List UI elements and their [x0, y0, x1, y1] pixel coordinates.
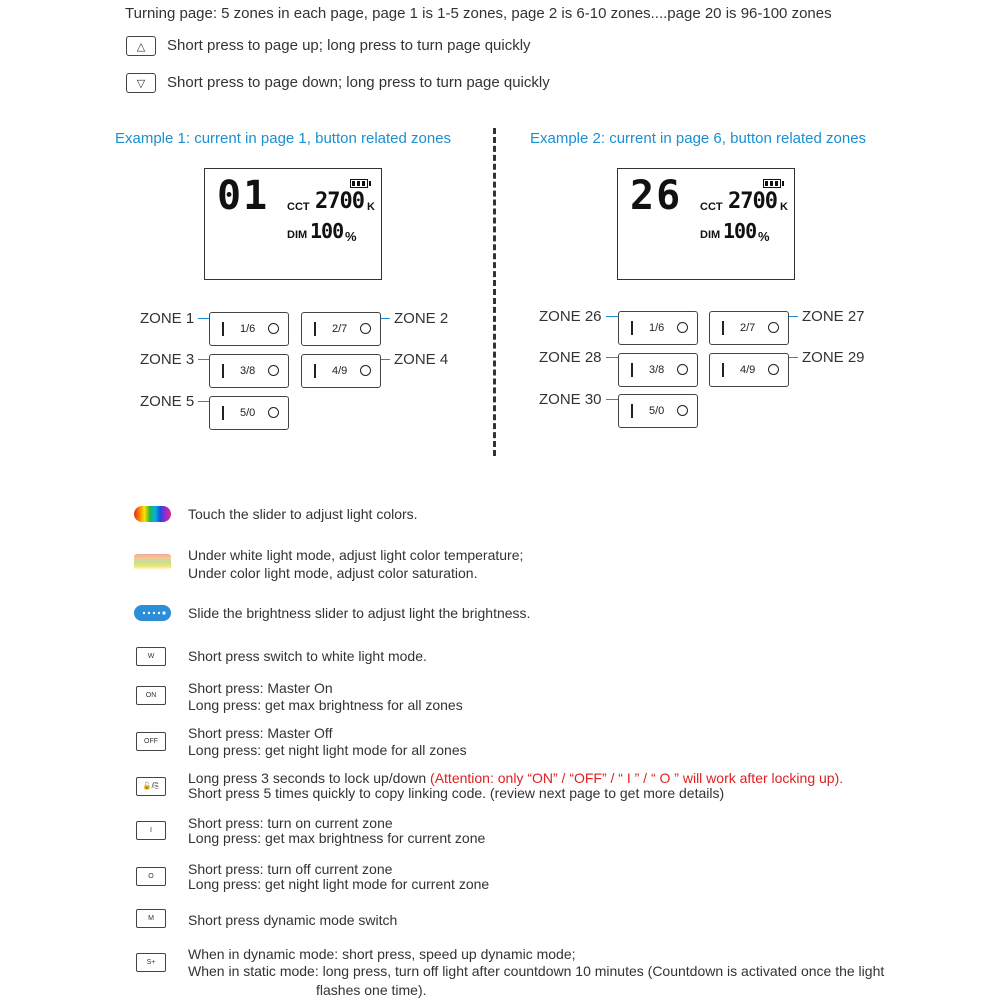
zone-button-label: 1/6 — [240, 323, 256, 335]
speed-timer-key[interactable]: S+ — [136, 953, 166, 972]
off-circle-icon[interactable] — [268, 365, 279, 376]
copy-code-text: Short press 5 times quickly to copy linking code. (review next page to get more details) — [188, 785, 725, 801]
zone-button-label: 1/6 — [649, 322, 665, 334]
example-divider — [493, 128, 496, 456]
lcd-dim-label: DIM — [287, 229, 308, 241]
master-off-key[interactable]: OFF — [136, 732, 166, 751]
zone-button-2-7[interactable] — [709, 311, 789, 345]
page-up-key[interactable] — [126, 36, 156, 56]
example1-title: Example 1: current in page 1, button related zones — [115, 130, 452, 147]
on-bar-icon[interactable] — [631, 363, 633, 377]
master-on-short-text: Short press: Master On — [188, 680, 333, 696]
zone-button-label: 3/8 — [240, 365, 256, 377]
lock-key[interactable] — [136, 777, 166, 796]
off-circle-icon[interactable] — [677, 364, 688, 375]
off-circle-icon[interactable] — [768, 364, 779, 375]
battery-icon — [350, 179, 368, 188]
on-bar-icon[interactable] — [314, 322, 316, 336]
speed-up-text: When in dynamic mode: short press, speed up dynamic mode; — [188, 946, 576, 962]
brightness-slider-text: Slide the brightness slider to adjust light the brightness. — [188, 605, 531, 621]
zone-label: ZONE 29 — [802, 349, 865, 366]
lcd-cct-value: 2700 — [315, 189, 364, 214]
white-mode-text: Short press switch to white light mode. — [188, 648, 427, 664]
lcd-dim-label: DIM — [700, 229, 721, 241]
on-bar-icon[interactable] — [222, 364, 224, 378]
color-slider-icon[interactable] — [134, 506, 171, 522]
off-circle-icon[interactable] — [360, 365, 371, 376]
zone-button-label: 4/9 — [740, 364, 756, 376]
master-off-short-text: Short press: Master Off — [188, 725, 333, 741]
off-circle-icon[interactable] — [360, 323, 371, 334]
zone-button-label: 5/0 — [649, 405, 665, 417]
white-mode-key[interactable]: W — [136, 647, 166, 666]
zone-button-3-8[interactable] — [618, 353, 698, 387]
lcd-dim-unit: % — [345, 229, 357, 244]
zone-button-label: 5/0 — [240, 407, 256, 419]
zone-button-4-9[interactable] — [709, 353, 789, 387]
lcd-cct-label: CCT — [700, 201, 723, 213]
zone-label: ZONE 1 — [140, 310, 195, 327]
lcd-page-number: 26 — [630, 173, 683, 219]
battery-icon — [763, 179, 781, 188]
paging-description: Turning page: 5 zones in each page, page 1 is 1-5 zones, page 2 is 6-10 zones....page 20 is 96-100 zones — [125, 5, 832, 22]
zone-off-short-text: Short press: turn off current zone — [188, 861, 393, 877]
lcd-cct-unit: K — [780, 201, 788, 213]
off-circle-icon[interactable] — [268, 323, 279, 334]
temperature-slider-icon[interactable] — [134, 554, 171, 570]
countdown-text-cont: flashes one time). — [316, 982, 427, 998]
example2-title: Example 2: current in page 6, button related zones — [530, 130, 867, 147]
off-circle-icon[interactable] — [768, 322, 779, 333]
on-bar-icon[interactable] — [222, 406, 224, 420]
zone-button-label: 4/9 — [332, 365, 348, 377]
zone-button-3-8[interactable] — [209, 354, 289, 388]
zone-button-4-9[interactable] — [301, 354, 381, 388]
zone-button-5-0[interactable] — [209, 396, 289, 430]
dynamic-mode-text: Short press dynamic mode switch — [188, 912, 398, 928]
master-on-long-text: Long press: get max brightness for all zones — [188, 697, 463, 713]
zone-on-key[interactable]: I — [136, 821, 166, 840]
triangle-up-icon: △ — [136, 40, 146, 53]
on-bar-icon[interactable] — [631, 404, 633, 418]
on-bar-icon[interactable] — [631, 321, 633, 335]
zone-button-5-0[interactable] — [618, 394, 698, 428]
lcd-dim-unit: % — [758, 229, 770, 244]
zone-label: ZONE 27 — [802, 308, 865, 325]
on-bar-icon[interactable] — [314, 364, 316, 378]
dynamic-mode-key[interactable]: M — [136, 909, 166, 928]
zone-button-2-7[interactable] — [301, 312, 381, 346]
zone-label: ZONE 4 — [394, 351, 449, 368]
lcd-cct-label: CCT — [287, 201, 310, 213]
page-down-key[interactable] — [126, 73, 156, 93]
zone-on-long-text: Long press: get max brightness for current zone — [188, 830, 486, 846]
page-down-text: Short press to page down; long press to turn page quickly — [167, 74, 550, 91]
lock-attention-note: (Attention: only “ON” / “OFF” / “ I ” / “ O ” will work after locking up). — [430, 770, 844, 786]
on-bar-icon[interactable] — [222, 322, 224, 336]
brightness-slider-icon[interactable] — [134, 605, 171, 621]
on-bar-icon[interactable] — [722, 321, 724, 335]
lock-icon: 🔓/⎘ — [142, 783, 160, 790]
zone-button-1-6[interactable] — [618, 311, 698, 345]
zone-button-label: 2/7 — [332, 323, 348, 335]
lcd-dim-value: 100 — [310, 219, 344, 243]
page-up-text: Short press to page up; long press to turn page quickly — [167, 37, 531, 54]
zone-label: ZONE 28 — [539, 349, 602, 366]
zone-label: ZONE 30 — [539, 391, 602, 408]
zone-label: ZONE 2 — [394, 310, 449, 327]
example1-lcd — [204, 168, 382, 280]
on-bar-icon[interactable] — [722, 363, 724, 377]
saturation-slider-text: Under color light mode, adjust color saturation. — [188, 565, 478, 581]
zone-off-long-text: Long press: get night light mode for current zone — [188, 876, 490, 892]
color-slider-text: Touch the slider to adjust light colors. — [188, 506, 418, 522]
off-circle-icon[interactable] — [677, 322, 688, 333]
zone-off-key[interactable]: O — [136, 867, 166, 886]
countdown-text: When in static mode: long press, turn off light after countdown 10 minutes (Countdown is activated once the light — [188, 963, 885, 979]
zone-label: ZONE 5 — [140, 393, 195, 410]
lcd-cct-unit: K — [367, 201, 375, 213]
zone-button-label: 3/8 — [649, 364, 665, 376]
zone-on-short-text: Short press: turn on current zone — [188, 815, 393, 831]
lcd-page-number: 01 — [217, 173, 270, 219]
lock-instruction: Long press 3 seconds to lock up/down — [188, 770, 431, 786]
zone-button-label: 2/7 — [740, 322, 756, 334]
zone-label: ZONE 3 — [140, 351, 195, 368]
off-circle-icon[interactable] — [268, 407, 279, 418]
master-off-long-text: Long press: get night light mode for all zones — [188, 742, 467, 758]
triangle-down-icon: ▽ — [136, 77, 146, 90]
off-circle-icon[interactable] — [677, 405, 688, 416]
example2-lcd — [617, 168, 795, 280]
lcd-dim-value: 100 — [723, 219, 757, 243]
lcd-cct-value: 2700 — [728, 189, 777, 214]
zone-label: ZONE 26 — [539, 308, 602, 325]
master-on-key[interactable]: ON — [136, 686, 166, 705]
zone-button-1-6[interactable] — [209, 312, 289, 346]
temperature-slider-text: Under white light mode, adjust light color temperature; — [188, 547, 524, 563]
